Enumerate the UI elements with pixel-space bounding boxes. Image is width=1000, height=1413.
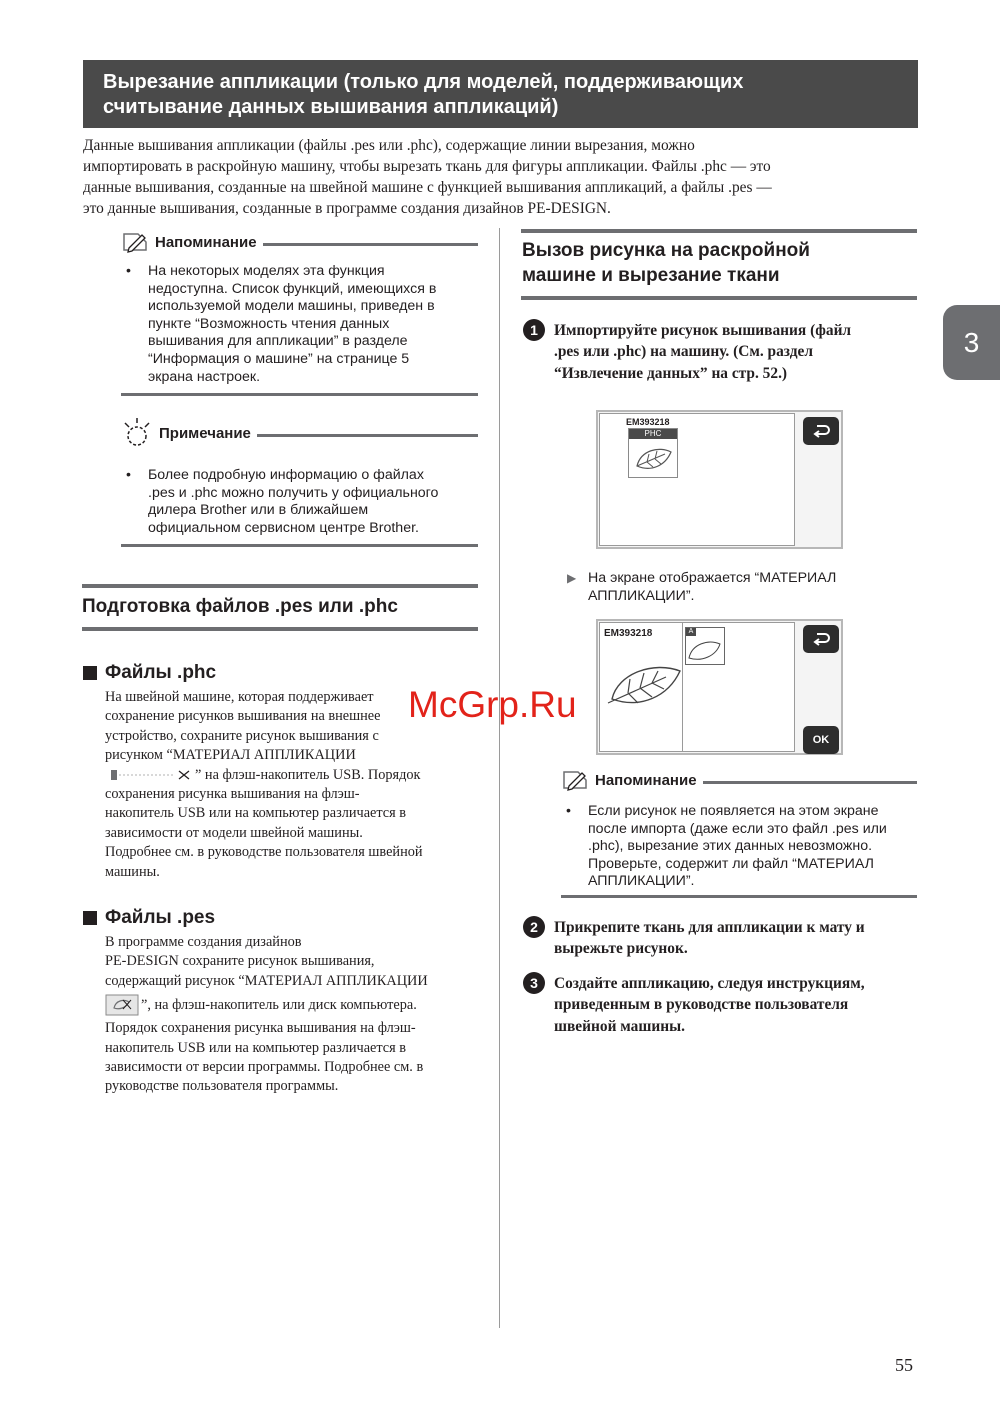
section-bottom-rule [82,627,478,631]
step-line: “Извлечение данных” на стр. 52.) [554,364,788,382]
memo-label: Напоминание [155,233,257,251]
body-line-text: ” на флэш-накопитель USB. Порядок [195,766,421,783]
step-line: швейной машины. [554,1017,685,1035]
lightbulb-note-icon [121,416,153,450]
intro-line: Данные вышивания аппликации (файлы .pes или .phc), содержащие линии вырезания, можно [83,137,695,154]
body-line: На швейной машине, которая поддерживает [105,689,374,705]
body-line: руководстве пользователя программы. [105,1078,339,1095]
return-arrow-icon [811,423,831,439]
body-line: зависимости от модели швейной машины. [105,824,363,841]
leaf-pattern-icon [629,440,677,478]
bullet-dot: • [126,263,131,279]
memo-line: пункте “Возможность чтения данных [148,315,390,332]
memo-line: используемой модели машины, приведен в [148,298,435,315]
intro-line: данные вышивания, созданные на швейной машине с функцией вышивания аппликаций, а файлы .pes — [83,179,772,196]
note-line: официальном сервисном центре Brother. [148,519,419,536]
return-arrow-icon [811,631,831,647]
body-line-text: ”, на флэш-накопитель или диск компьютера. [141,996,417,1013]
pattern-preview-pane [599,622,795,752]
subheading-pes-text: Файлы .pes [105,907,216,928]
pencil-memo-icon [121,231,149,253]
step-line: приведенным в руководстве пользователя [554,996,849,1014]
memo-header [121,229,478,255]
file-type-tag: PHC [629,429,677,439]
result-arrow-icon: ▶ [567,571,577,585]
bullet-dot: • [566,803,571,819]
body-line-with-icon [105,991,428,1019]
result-line: На экране отображается “МАТЕРИАЛ [588,570,837,586]
bullet-dot: • [126,467,131,483]
memo-bullet [126,263,437,386]
section-heading-call [522,238,810,288]
intro-line: это данные вышивания, созданные в программе создания дизайнов PE-DESIGN. [83,200,611,217]
note-line: .pes и .phc можно получить у официального [148,484,439,501]
memo-header [561,767,917,793]
memo-line: .phc), вырезание этих данных невозможно. [588,838,873,855]
leaf-pattern-large-icon [606,655,686,715]
section-top-rule [521,229,917,233]
body-line: содержащий рисунок “МАТЕРИАЛ АППЛИКАЦИИ [105,972,428,989]
memo-line: недоступна. Список функций, имеющихся в [148,280,437,297]
machine-screen-1 [596,410,843,549]
note-bottom-rule [121,544,478,547]
note-label: Примечание [159,424,251,442]
body-line: устройство, сохраните рисунок вышивания с [105,727,379,744]
memo-line: На некоторых моделях эта функция [148,263,385,279]
section-bottom-rule [521,296,917,300]
intro-paragraph [83,135,918,219]
body-line: машины. [105,863,160,880]
intro-line: импортировать в раскройную машину, чтобы вырезать ткань для фигуры аппликации. Файлы .phc — это [83,158,771,175]
step-2-text [554,917,865,960]
subheading-phc [83,662,216,684]
section-heading-prep: Подготовка файлов .pes или .phc [82,596,398,617]
result-text [567,569,836,605]
back-button[interactable] [803,417,839,445]
body-line: рисунком “МАТЕРИАЛ АППЛИКАЦИИ [105,747,356,764]
memo-bottom-rule [121,393,478,396]
memo-line: АППЛИКАЦИИ”. [588,873,695,890]
applique-material-thumbnail[interactable] [685,627,725,665]
watermark-text: McGrp.Ru [408,684,577,725]
body-line: сохранение рисунков вышивания на внешнее [105,708,381,725]
back-button[interactable] [803,625,839,653]
pane-divider [682,623,683,751]
page-number: 55 [895,1355,913,1375]
note-rule [257,434,478,437]
body-line: сохранения рисунка вышивания на флэш- [105,786,360,803]
note-line: Более подробную информацию о файлах [148,467,424,483]
body-line-with-icon [105,766,423,785]
body-line: накопитель USB или на компьютер различается в [105,1039,407,1056]
memo-line: Если рисунок не появляется на этом экране [588,803,879,819]
body-line: PE-DESIGN сохраните рисунок вышивания, [105,953,375,970]
step-line: вырежьте рисунок. [554,940,688,958]
subheading-pes [83,907,215,929]
ok-button[interactable]: OK [803,726,839,754]
leaf-outline-icon [686,636,724,664]
memo-line: “Информация о машине” на странице 5 [148,350,410,367]
file-name-label: EM393218 [626,417,670,427]
pes-paragraph [105,933,428,1097]
square-bullet-icon [83,666,97,680]
step-line: Импортируйте рисунок вышивания (файл [554,322,852,339]
step-1 [523,320,851,384]
square-bullet-icon [83,911,97,925]
body-line: В программе создания дизайнов [105,934,302,950]
note-header [121,420,478,446]
step-3-text [554,973,865,1037]
memo-line: экрана настроек. [148,368,261,385]
step-line: .pes или .phc) на машину. (См. раздел [554,343,813,361]
applique-tag: A [686,628,696,636]
page-title-line-2: считывание данных вышивания аппликаций) [103,96,559,118]
memo-line: после импорта (даже если это файл .pes или [588,820,887,837]
applique-pes-icon [105,994,139,1016]
applique-material-icon [105,768,193,782]
section-heading-line: машине и вырезание ткани [522,265,780,286]
page-title-line-1: Вырезание аппликации (только для моделей, поддерживающих [103,71,744,93]
pencil-memo-icon [561,769,589,791]
subheading-phc-text: Файлы .phc [105,662,217,683]
phc-paragraph [105,688,423,882]
memo-bottom-rule [561,895,917,898]
step-1-text [554,320,851,384]
pattern-list-pane [599,413,795,546]
step-number-3: 3 [523,972,545,994]
page-title-bar [83,60,918,128]
step-number-2: 2 [523,916,545,938]
memo-line: вышивания для аппликации” в разделе [148,333,408,350]
step-3 [523,973,865,1037]
body-line: Подробнее см. в руководстве пользователя швейной [105,844,423,861]
step-line: Создайте аппликацию, следуя инструкциям, [554,975,865,992]
machine-screen-2 [596,619,843,755]
section-heading-line: Вызов рисунка на раскройной [522,240,810,261]
step-line: Прикрепите ткань для аппликации к мату и [554,919,865,936]
column-divider [499,228,500,1328]
body-line: накопитель USB или на компьютер различается в [105,805,407,822]
file-name-label: EM393218 [604,628,653,639]
step-number-1: 1 [523,319,545,341]
chapter-tab: 3 [943,305,1000,380]
section-top-rule [82,584,478,588]
note-bullet [126,467,439,537]
memo-label: Напоминание [595,771,697,789]
memo-line: Проверьте, содержит ли файл “МАТЕРИАЛ [588,855,874,872]
memo-rule [263,243,478,246]
memo-rule [703,781,917,784]
note-line: дилера Brother или в ближайшем [148,502,369,519]
body-line: Порядок сохранения рисунка вышивания на флэш- [105,1020,416,1037]
step-2 [523,917,865,960]
body-line: зависимости от версии программы. Подробнее см. в [105,1059,424,1076]
pattern-thumbnail[interactable] [628,428,678,478]
result-line: АППЛИКАЦИИ”. [588,588,695,604]
memo-bullet [566,803,887,891]
